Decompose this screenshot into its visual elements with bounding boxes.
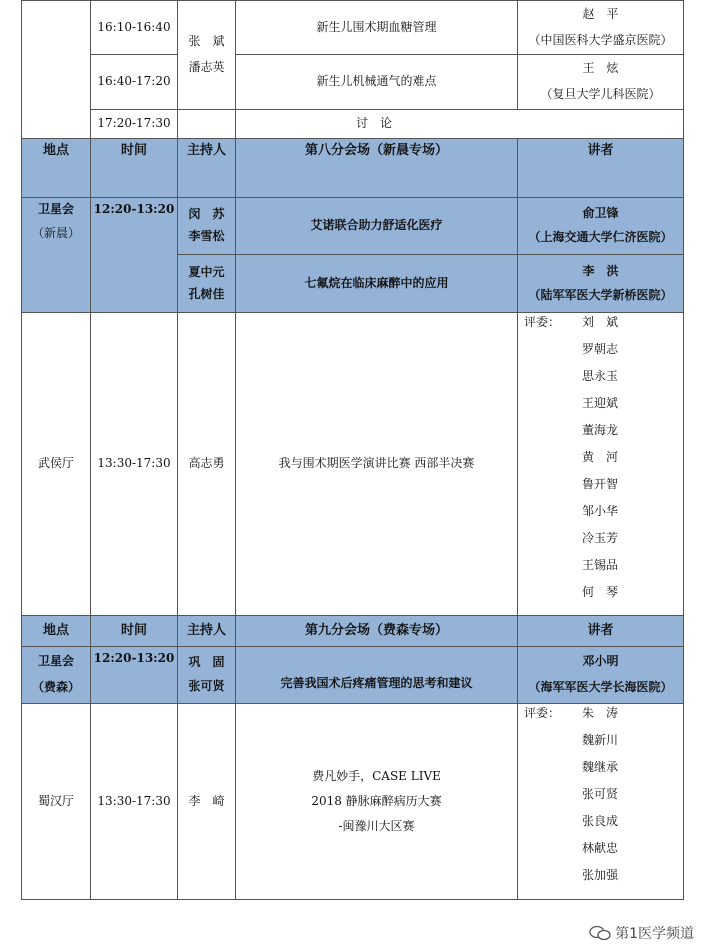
speaker-cell	[518, 255, 684, 313]
speaker-name: 李 洪	[582, 263, 619, 278]
header-time: 时间	[91, 139, 178, 198]
host-cell	[178, 647, 236, 704]
judge-name: 张良成	[582, 814, 619, 828]
host-name: 潘志英	[188, 60, 225, 74]
time-cell: 12:20-13:20	[91, 647, 178, 704]
host-cell	[178, 1, 236, 110]
host-cell: 高志勇	[178, 313, 236, 616]
topic-cell: 新生儿围术期血糖管理	[236, 1, 518, 55]
speaker-name: 俞卫锋	[582, 206, 619, 221]
host-cell: 李 崎	[178, 704, 236, 900]
speaker-org: （上海交通大学仁济医院）	[528, 230, 673, 244]
host-cell	[178, 198, 236, 255]
speaker-cell	[518, 55, 684, 110]
judge-name: 鲁开智	[582, 477, 619, 491]
judge-name: 罗朝志	[582, 342, 619, 356]
table-row	[22, 704, 684, 900]
judges-cell	[518, 313, 684, 616]
host-name: 夏中元	[188, 264, 225, 279]
topic-line: 费凡妙手，CASE LIVE	[312, 769, 441, 783]
topic-line: 2018 静脉麻醉病历大赛	[311, 794, 442, 808]
topic-cell: 新生儿机械通气的难点	[236, 55, 518, 110]
speaker-cell	[518, 198, 684, 255]
judge-name: 冷玉芳	[582, 531, 619, 545]
location-cell	[22, 198, 91, 313]
table-row	[22, 1, 684, 55]
location-cell: 武侯厅	[22, 313, 91, 616]
host-name: 张 斌	[188, 34, 225, 49]
sat-location: 卫星会	[37, 654, 74, 669]
topic-cell: 完善我国术后疼痛管理的思考和建议	[236, 647, 518, 704]
judge-name: 林献忠	[582, 841, 619, 855]
judge-name: 刘 斌	[582, 315, 619, 329]
time-cell: 16:40-17:20	[91, 55, 178, 110]
speaker-org: （中国医科大学盛京医院）	[528, 32, 673, 47]
judge-name: 魏新川	[582, 733, 619, 747]
speaker-org: （复旦大学儿科医院）	[540, 87, 661, 101]
topic-cell: 艾诺联合助力舒适化医疗	[236, 198, 518, 255]
table-row	[22, 198, 684, 255]
topic-cell	[236, 704, 518, 900]
speaker-name: 邓小明	[582, 654, 619, 669]
judge-name: 张加强	[582, 868, 619, 882]
watermark-text: 第1医学频道	[615, 926, 694, 942]
judge-name: 思永玉	[582, 369, 619, 383]
schedule-table	[21, 0, 684, 900]
discussion-cell: 讨 论	[236, 110, 684, 139]
judge-name: 黄 河	[582, 450, 619, 464]
topic-cell: 我与围术期医学演讲比赛 西部半决赛	[236, 313, 518, 616]
host-name: 孔树佳	[188, 286, 225, 301]
judge-name: 朱 涛	[582, 706, 619, 720]
host-name: 闵 苏	[188, 207, 225, 222]
watermark	[589, 923, 694, 943]
judge-name: 王迎斌	[582, 396, 619, 410]
header-row	[22, 139, 684, 198]
speaker-name: 赵 平	[582, 6, 619, 21]
host-cell	[178, 255, 236, 313]
topic-line: -闽豫川大区赛	[338, 819, 415, 833]
time-cell: 16:10-16:40	[91, 1, 178, 55]
time-cell: 13:30-17:30	[91, 704, 178, 900]
header-location: 地点	[22, 139, 91, 198]
header-speaker: 讲者	[518, 139, 684, 198]
table-row	[22, 55, 684, 110]
table-row	[22, 110, 684, 139]
table-row	[22, 313, 684, 616]
time-cell: 12:20-13:20	[91, 198, 178, 313]
speaker-org: （陆军军医大学新桥医院）	[528, 287, 673, 302]
judge-name: 魏继承	[582, 760, 619, 774]
speaker-cell	[518, 647, 684, 704]
host-name: 巩 固	[188, 655, 225, 670]
judge-name: 董海龙	[582, 423, 619, 437]
speaker-org: （海军军医大学长海医院）	[528, 680, 673, 694]
sat-location: 卫星会	[37, 202, 74, 216]
speaker-cell	[518, 1, 684, 55]
session8-title: 第八分会场（新晨专场）	[236, 139, 518, 198]
host-name: 李雪松	[188, 229, 225, 243]
judges-label: 评委：	[524, 706, 561, 720]
header-location: 地点	[22, 616, 91, 647]
header-time: 时间	[91, 616, 178, 647]
judges-cell	[518, 704, 684, 900]
sat-sub: （费森）	[31, 680, 80, 694]
header-speaker: 讲者	[518, 616, 684, 647]
judge-name: 邹小华	[582, 504, 619, 518]
judges-list	[582, 309, 618, 606]
location-cell	[22, 647, 91, 704]
location-cell-empty	[22, 1, 91, 139]
judge-name: 张可贤	[582, 787, 619, 801]
judges-label: 评委：	[524, 315, 561, 329]
location-cell: 蜀汉厅	[22, 704, 91, 900]
topic-cell: 七氟烷在临床麻醉中的应用	[236, 255, 518, 313]
header-row	[22, 616, 684, 647]
judge-name: 何 琴	[582, 585, 619, 599]
time-cell: 13:30-17:30	[91, 313, 178, 616]
wechat-icon	[589, 925, 611, 941]
session9-title: 第九分会场（费森专场）	[236, 616, 518, 647]
speaker-name: 王 炫	[582, 61, 619, 76]
host-cell-empty	[178, 110, 236, 139]
header-host: 主持人	[178, 616, 236, 647]
sat-sub: （新晨）	[31, 225, 80, 240]
judges-list	[582, 700, 618, 889]
host-name: 张可贤	[188, 679, 225, 693]
header-host: 主持人	[178, 139, 236, 198]
judge-name: 王锡品	[582, 558, 619, 572]
time-cell: 17:20-17:30	[91, 110, 178, 139]
table-row	[22, 647, 684, 704]
